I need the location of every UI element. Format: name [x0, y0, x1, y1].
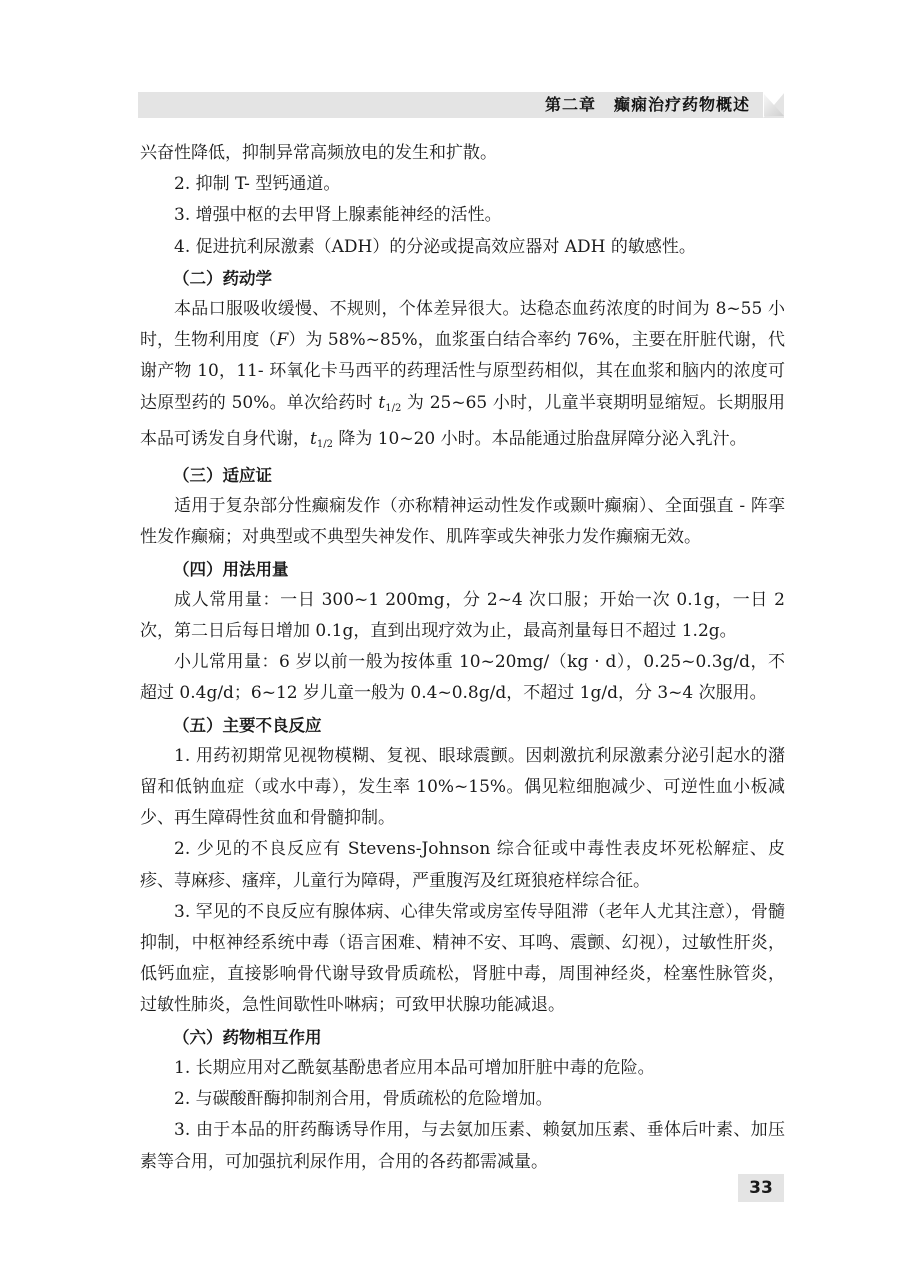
section-heading-dosage: （四）用法用量 — [173, 559, 289, 579]
section-heading-adverse-reactions: （五）主要不良反应 — [173, 715, 322, 735]
text-run: 为 25~65 小时，儿童半衰期明显缩短。长期服用本品可诱发自身代谢， — [140, 392, 786, 449]
chapter-title: 癫痫治疗药物概述 — [613, 95, 750, 114]
text-run: 降为 10~20 小时。本品能通过胎盘屏障分泌入乳汁。 — [332, 428, 747, 449]
section-heading-indications: （三）适应证 — [173, 466, 272, 486]
paragraph-interaction-1: 1. 长期应用对乙酰氨基酚患者应用本品可增加肝脏中毒的危险。 — [174, 1057, 655, 1078]
page-body — [140, 138, 785, 1178]
list-item: 3. 增强中枢的去甲肾上腺素能神经的活性。 — [174, 205, 502, 226]
paragraph: 兴奋性降低，抑制异常高频放电的发生和扩散。 — [140, 143, 497, 163]
half-life-symbol: t — [310, 428, 317, 449]
chapter-label: 第二章 — [544, 95, 596, 114]
paragraph-adverse-2: 2. 少见的不良反应有 Stevens-Johnson 综合征或中毒性表皮坏死松解症、皮疹、荨麻疹、瘙痒，儿童行为障碍，严重腹泻及红斑狼疮样综合征。 — [140, 839, 785, 891]
text-run: ）为 58%~85%，血浆蛋白结合率约 76%，主要在肝脏代谢，代谢产物 10，11- 环氧化卡马西平的药理活性与原型药相似，其在血浆和脑内的浓度可达原型药的 50%。单次给药时 — [140, 330, 785, 413]
half-life-subscript: 1/2 — [316, 438, 333, 450]
paragraph-pharmacokinetics — [140, 294, 785, 460]
list-item: 2. 抑制 T- 型钙通道。 — [174, 174, 341, 195]
section-heading-pharmacokinetics: （二）药动学 — [173, 268, 272, 288]
text-run: 本品口服吸收缓慢、不规则，个体差异很大。达稳态血药浓度的时间为 8~55 小时，生物利用度（ — [140, 299, 785, 351]
paragraph-adverse-1: 1. 用药初期常见视物模糊、复视、眼球震颤。因刺激抗利尿激素分泌引起水的潴留和低钠血症（或水中毒），发生率 10%~15%。偶见粒细胞减少、可逆性血小板减少、再生障碍性贫血和骨髓抑制。 — [140, 745, 785, 829]
paragraph-interaction-3: 3. 由于本品的肝药酶诱导作用，与去氨加压素、赖氨加压素、垂体后叶素、加压素等合用，可加强抗利尿作用，合用的各药都需减量。 — [140, 1120, 785, 1172]
half-life-symbol: t — [378, 392, 386, 413]
paragraph-indications: 适用于复杂部分性癫痫发作（亦称精神运动性发作或颞叶癫痫）、全面强直 - 阵挛性发作癫痫；对典型或不典型失神发作、肌阵挛或失神张力发作癫痫无效。 — [140, 496, 785, 548]
paragraph-adult-dose: 成人常用量：一日 300~1 200mg，分 2~4 次口服；开始一次 0.1g，一日 2 次，第二日后每日增加 0.1g，直到出现疗效为止，最高剂量每日不超过 1.2g。 — [140, 589, 785, 642]
paragraph-adverse-3: 3. 罕见的不良反应有腺体病、心律失常或房室传导阻滞（老年人尤其注意），骨髓抑制，中枢神经系统中毒（语言困难、精神不安、耳鸣、震颤、幻视），过敏性肝炎，低钙血症，直接影响骨代谢导致骨质疏松，肾脏中毒，周围神经炎，栓塞性脉管炎，过敏性肺炎，急性间歇性卟啉病；可致甲状腺功能减退。 — [140, 901, 785, 1016]
paragraph-child-dose: 小儿常用量：6 岁以前一般为按体重 10~20mg/（kg · d），0.25~0.3g/d，不超过 0.4g/d；6~12 岁儿童一般为 0.4~0.8g/d，不超过 1g/d，分 3~4 次服用。 — [140, 652, 785, 704]
paragraph-interaction-2: 2. 与碳酸酐酶抑制剂合用，骨质疏松的危险增加。 — [174, 1089, 553, 1110]
bioavailability-symbol: F — [276, 330, 289, 351]
list-item: 4. 促进抗利尿激素（ADH）的分泌或提高效应器对 ADH 的敏感性。 — [174, 236, 696, 257]
section-heading-interactions: （六）药物相互作用 — [173, 1027, 322, 1047]
half-life-subscript: 1/2 — [385, 402, 402, 414]
page-number: 33 — [738, 1174, 784, 1202]
running-header — [545, 94, 750, 116]
